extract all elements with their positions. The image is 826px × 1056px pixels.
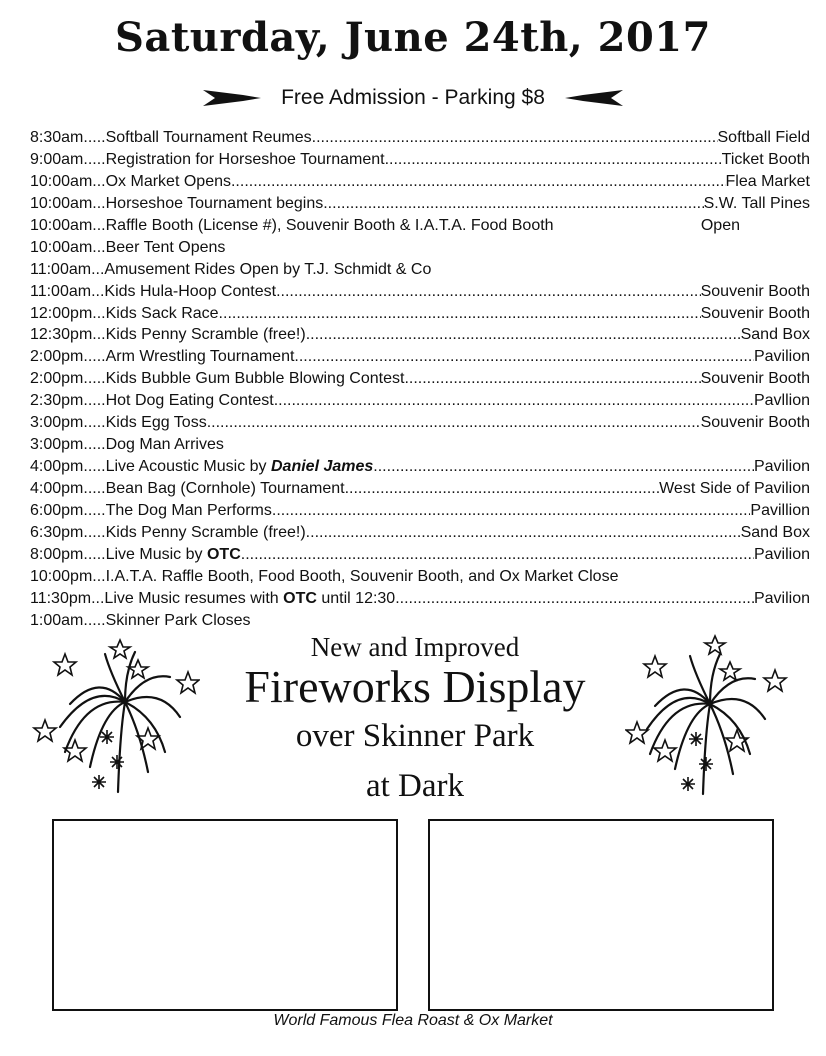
fireworks-icon xyxy=(625,632,795,817)
dot-leader xyxy=(554,215,701,237)
schedule-time: 10:00am... xyxy=(30,172,106,190)
schedule-location: Sand Box xyxy=(740,326,810,344)
schedule-time: 10:00am... xyxy=(30,216,106,234)
fireworks-heading: Fireworks Display xyxy=(244,661,586,712)
schedule-time: 6:30pm..... xyxy=(30,523,106,541)
schedule-event: Kids Hula-Hoop Contest xyxy=(104,282,277,300)
schedule-row xyxy=(30,303,810,325)
schedule-row xyxy=(30,588,810,610)
schedule-location: Souvenir Booth xyxy=(700,414,810,432)
schedule-time: 12:30pm... xyxy=(30,326,106,344)
dot-leader xyxy=(231,171,726,193)
fireworks-location: over Skinner Park xyxy=(295,718,535,754)
schedule-row xyxy=(30,566,810,588)
schedule-time: 3:00pm..... xyxy=(30,436,106,454)
dot-leader xyxy=(312,127,718,149)
schedule-location: Ticket Booth xyxy=(721,150,810,168)
dot-leader xyxy=(306,324,741,346)
schedule-row xyxy=(30,127,810,149)
schedule-row xyxy=(30,544,810,566)
dot-leader xyxy=(618,566,810,588)
schedule-time: 10:00am... xyxy=(30,194,106,212)
schedule-event: The Dog Man Performs xyxy=(105,501,272,519)
schedule-time: 1:00am..... xyxy=(30,611,106,629)
schedule-event: Dog Man Arrives xyxy=(105,436,224,454)
schedule-row xyxy=(30,237,810,259)
admission-banner xyxy=(0,85,826,111)
schedule-time: 4:00pm..... xyxy=(30,458,106,476)
schedule-location: Open xyxy=(700,216,740,234)
page-title: Saturday, June 24th, 2017 xyxy=(115,14,711,61)
schedule-location: Pavilion xyxy=(753,545,810,563)
schedule-time: 11:00am... xyxy=(30,282,105,300)
dot-leader xyxy=(241,544,754,566)
schedule-row xyxy=(30,456,810,478)
schedule-location: Pavllion xyxy=(753,392,810,410)
schedule-event: Softball Tournament Reumes xyxy=(105,129,312,146)
performer-name: OTC xyxy=(206,545,241,563)
dot-leader xyxy=(306,522,741,544)
performer-name: OTC xyxy=(283,589,317,607)
schedule-location: Souvenir Booth xyxy=(700,304,810,322)
dot-leader xyxy=(395,588,754,610)
schedule-time: 9:00am..... xyxy=(30,150,106,168)
dot-leader xyxy=(224,434,810,456)
schedule-row xyxy=(30,281,810,303)
schedule-time: 2:30pm..... xyxy=(30,392,106,410)
arrow-right-icon xyxy=(203,89,261,107)
schedule-event: Arm Wrestling Tournament xyxy=(105,348,295,366)
dot-leader xyxy=(219,303,701,325)
fireworks-time: at Dark xyxy=(365,768,465,804)
schedule-row xyxy=(30,368,810,390)
schedule-event: Live Acoustic Music by Daniel James xyxy=(105,458,374,476)
dot-leader xyxy=(272,500,751,522)
schedule-row xyxy=(30,149,810,171)
schedule-row xyxy=(30,171,810,193)
dot-leader xyxy=(404,368,700,390)
schedule-time: 3:00pm..... xyxy=(30,414,106,432)
schedule-time: 6:00pm..... xyxy=(30,501,106,519)
schedule-event: Kids Penny Scramble (free!) xyxy=(105,523,306,541)
photo-placeholder-right xyxy=(428,819,774,1011)
schedule-event: I.A.T.A. Raffle Booth, Food Booth, Souvenir Booth, and Ox Market Close xyxy=(105,567,619,585)
schedule-time: 8:00pm..... xyxy=(30,545,106,563)
schedule-event: Kids Sack Race xyxy=(105,304,219,322)
fireworks-icon xyxy=(30,632,200,817)
schedule-event: Kids Bubble Gum Bubble Blowing Contest xyxy=(105,370,405,388)
schedule-location: Flea Market xyxy=(725,172,810,190)
schedule-location: Pavillion xyxy=(750,501,810,519)
schedule-row xyxy=(30,390,810,412)
dot-leader xyxy=(373,456,754,478)
schedule-time: 10:00pm... xyxy=(30,567,106,585)
schedule-event: Live Music by OTC xyxy=(105,545,241,563)
schedule-row xyxy=(30,215,810,237)
dot-leader xyxy=(225,237,810,259)
schedule-event: Raffle Booth (License #), Souvenir Booth & I.A.T.A. Food Booth xyxy=(105,216,554,234)
schedule-time: 12:00pm... xyxy=(30,304,106,322)
schedule-row xyxy=(30,522,810,544)
schedule-time: 8:30am..... xyxy=(30,129,106,146)
schedule-row xyxy=(30,434,810,456)
dot-leader xyxy=(274,390,754,412)
schedule-row xyxy=(30,324,810,346)
schedule-location: S.W. Tall Pines xyxy=(703,194,810,212)
schedule-event: Beer Tent Opens xyxy=(105,238,226,256)
schedule-time: 2:00pm..... xyxy=(30,348,106,366)
schedule-location: Souvenir Booth xyxy=(700,370,810,388)
dot-leader xyxy=(251,610,810,632)
schedule-event: Hot Dog Eating Contest xyxy=(105,392,274,410)
schedule-time: 4:00pm..... xyxy=(30,480,106,497)
schedule-event: Registration for Horseshoe Tournament xyxy=(105,150,385,168)
arrow-left-icon xyxy=(565,89,623,107)
schedule-row xyxy=(30,193,810,215)
fireworks-tagline: New and Improved xyxy=(310,632,520,662)
schedule-event: Ox Market Opens xyxy=(105,172,231,190)
schedule-row xyxy=(30,500,810,522)
schedule-row xyxy=(30,259,810,281)
dot-leader xyxy=(345,478,660,500)
schedule-time: 2:00pm..... xyxy=(30,370,106,388)
dot-leader xyxy=(207,412,701,434)
dot-leader xyxy=(294,346,754,368)
dot-leader xyxy=(385,149,722,171)
schedule-row xyxy=(30,478,810,500)
dot-leader xyxy=(276,281,701,303)
schedule-location: Pavilion xyxy=(753,348,810,366)
schedule-time: 11:00am... xyxy=(30,260,105,278)
schedule-time: 11:30pm... xyxy=(30,589,105,607)
schedule-list xyxy=(30,127,810,632)
schedule-location: Sand Box xyxy=(740,523,810,541)
schedule-event: Amusement Rides Open by T.J. Schmidt & Co xyxy=(104,260,432,278)
schedule-row xyxy=(30,412,810,434)
schedule-time: 10:00am... xyxy=(30,238,106,256)
admission-text: Free Admission - Parking $8 xyxy=(281,86,545,109)
schedule-event: Live Music resumes with OTC until 12:30 xyxy=(104,589,396,607)
schedule-event: Horseshoe Tournament begins xyxy=(105,194,324,212)
schedule-location: West Side of Pavilion xyxy=(659,480,810,497)
dot-leader xyxy=(323,193,703,215)
performer-name: Daniel James xyxy=(271,458,374,476)
schedule-event: Skinner Park Closes xyxy=(105,611,251,629)
dot-leader xyxy=(431,259,810,281)
schedule-location: Pavilion xyxy=(753,589,810,607)
photo-placeholder-left xyxy=(52,819,398,1011)
schedule-row xyxy=(30,346,810,368)
schedule-event: Kids Egg Toss xyxy=(105,414,207,432)
schedule-location: Pavilion xyxy=(753,458,810,476)
schedule-location: Softball Field xyxy=(717,129,810,146)
footer-text: World Famous Flea Roast & Ox Market xyxy=(273,1012,553,1029)
schedule-event: Bean Bag (Cornhole) Tournament xyxy=(105,480,345,497)
schedule-location: Souvenir Booth xyxy=(700,282,810,300)
schedule-row xyxy=(30,610,810,632)
schedule-event: Kids Penny Scramble (free!) xyxy=(105,326,306,344)
